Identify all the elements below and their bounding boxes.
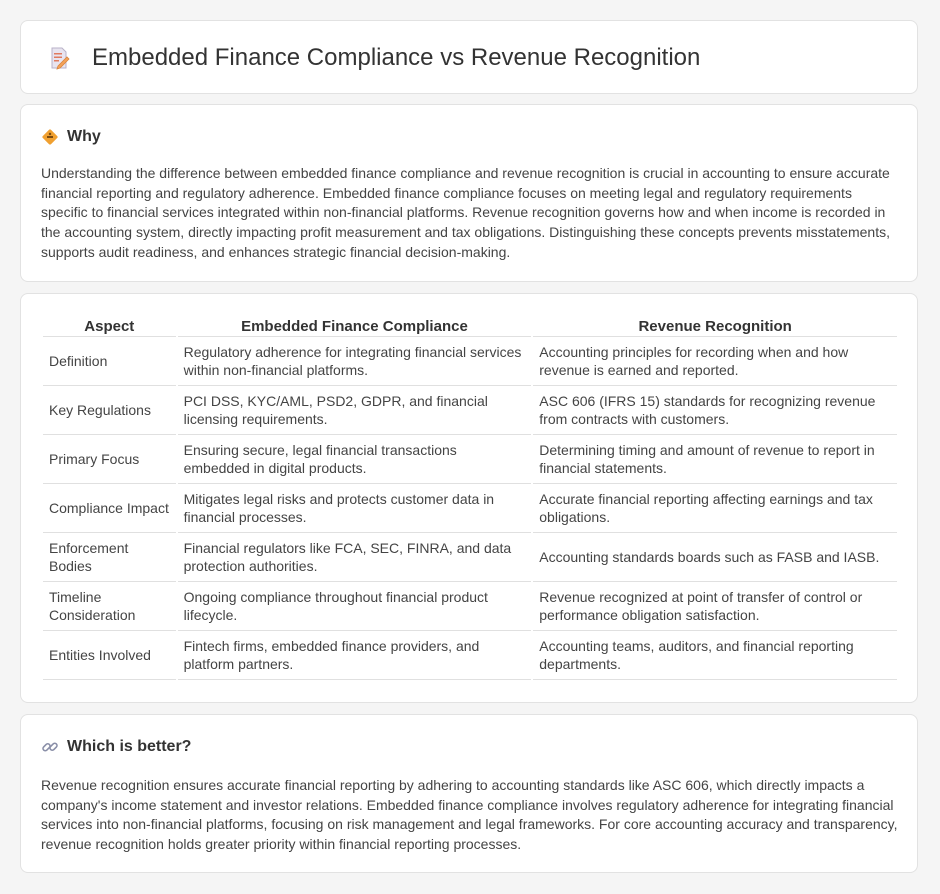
row-revenue-recognition: Determining timing and amount of revenue to report in financial statements. [533, 435, 897, 484]
row-aspect: Key Regulations [43, 386, 176, 435]
row-aspect: Timeline Consideration [43, 582, 176, 631]
table-row [43, 386, 897, 435]
row-embedded-finance: Ensuring secure, legal financial transactions embedded in digital products. [178, 435, 532, 484]
diamond-sign-icon [41, 128, 59, 146]
page-title: Embedded Finance Compliance vs Revenue Recognition [92, 44, 701, 71]
header-revenue-recognition: Revenue Recognition [533, 316, 897, 337]
row-revenue-recognition: Accounting teams, auditors, and financial reporting departments. [533, 631, 897, 680]
table-header-row [43, 316, 897, 337]
why-section [20, 104, 918, 282]
row-embedded-finance: Ongoing compliance throughout financial product lifecycle. [178, 582, 532, 631]
table-row [43, 631, 897, 680]
table-row [43, 582, 897, 631]
row-embedded-finance: Fintech firms, embedded finance providers, and platform partners. [178, 631, 532, 680]
document-edit-icon [47, 46, 71, 70]
better-body: Revenue recognition ensures accurate financial reporting by adhering to accounting standards like ASC 606, which directly impacts a company's income statement and investor relations. Embedded finance compliance involves regulatory adherence for integrating financial services into non-financial platforms, focusing on risk management and legal frameworks. For core accounting accuracy and transparency, revenue recognition holds greater priority within financial reporting processes. [41, 777, 898, 853]
header-embedded-finance-compliance: Embedded Finance Compliance [178, 316, 532, 337]
row-revenue-recognition: Accounting standards boards such as FASB and IASB. [533, 533, 897, 582]
table-row [43, 533, 897, 582]
title-card [20, 20, 918, 94]
table-row [43, 337, 897, 386]
why-header [41, 127, 101, 147]
row-aspect: Compliance Impact [43, 484, 176, 533]
row-revenue-recognition: ASC 606 (IFRS 15) standards for recognizing revenue from contracts with customers. [533, 386, 897, 435]
row-embedded-finance: Regulatory adherence for integrating financial services within non-financial platforms. [178, 337, 532, 386]
row-embedded-finance: Financial regulators like FCA, SEC, FINRA, and data protection authorities. [178, 533, 532, 582]
header-aspect: Aspect [43, 316, 176, 337]
row-revenue-recognition: Revenue recognized at point of transfer of control or performance obligation satisfaction. [533, 582, 897, 631]
row-embedded-finance: PCI DSS, KYC/AML, PSD2, GDPR, and financial licensing requirements. [178, 386, 532, 435]
row-revenue-recognition: Accounting principles for recording when and how revenue is earned and reported. [533, 337, 897, 386]
row-embedded-finance: Mitigates legal risks and protects customer data in financial processes. [178, 484, 532, 533]
which-is-better-section [20, 714, 918, 873]
row-aspect: Entities Involved [43, 631, 176, 680]
row-aspect: Enforcement Bodies [43, 533, 176, 582]
better-heading: Which is better? [67, 738, 192, 755]
table-row [43, 484, 897, 533]
comparison-table [41, 316, 899, 680]
link-icon [41, 738, 59, 756]
row-aspect: Primary Focus [43, 435, 176, 484]
why-heading: Why [67, 128, 101, 145]
why-body: Understanding the difference between embedded finance compliance and revenue recognition is crucial in accounting to ensure accurate financial reporting and regulatory adherence. Embedded finance compliance focuses on meeting legal and regulatory requirements specific to financial services integrated within non-financial platforms. Revenue recognition governs how and when income is recorded in the accounting system, directly impacting profit measurement and tax obligations. Distinguishing these concepts prevents misstatements, supports audit readiness, and enhances strategic financial decision-making. [41, 165, 890, 260]
better-header [41, 737, 191, 757]
comparison-section [20, 293, 918, 703]
table-row [43, 435, 897, 484]
row-aspect: Definition [43, 337, 176, 386]
row-revenue-recognition: Accurate financial reporting affecting earnings and tax obligations. [533, 484, 897, 533]
